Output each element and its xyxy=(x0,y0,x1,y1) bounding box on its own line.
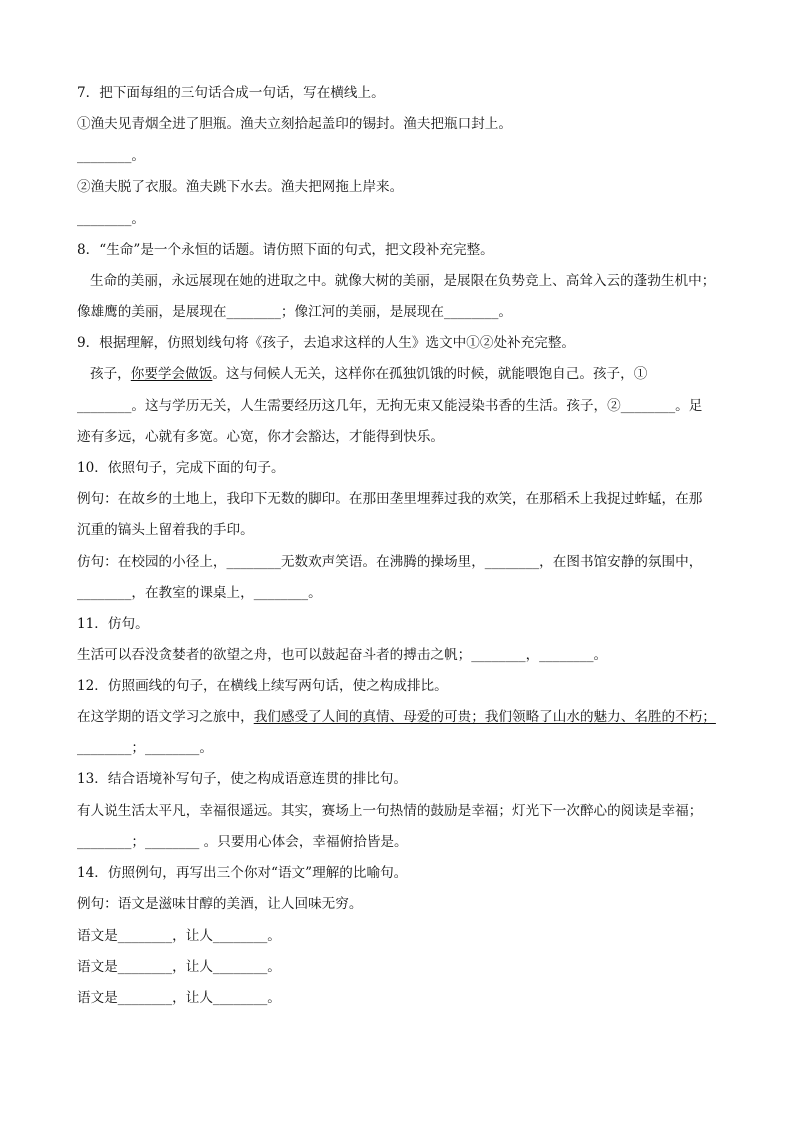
q11-title: 11．仿句。 xyxy=(77,616,149,632)
q14-title: 14．仿照例句，再写出三个你对“语文”理解的比喻句。 xyxy=(77,865,408,881)
q14-answer-1: 语文是________，让人________。 xyxy=(77,928,281,944)
q12-line-2: ________；________。 xyxy=(77,740,213,756)
q14-answer-2: 语文是________，让人________。 xyxy=(77,959,281,975)
q9-line-2: ________。这与学历无关，人生需要经历这几年，无拘无束又能浸染书香的生活。孩子，②________。足 xyxy=(77,398,703,414)
q10-example-2: 沉重的镐头上留着我的手印。 xyxy=(77,522,254,538)
q7-sentence-2: ②渔夫脱了衣服。渔夫跳下水去。渔夫把网拖上岸来。 xyxy=(77,179,404,195)
q9-line-1-end: 。这与伺候人无关，这样你在孤独饥饿的时候，就能喂饱自己。孩子，① xyxy=(212,366,648,382)
q8-title: 8．“生命”是一个永恒的话题。请仿照下面的句式，把文段补充完整。 xyxy=(77,242,494,258)
q13-line-2: ________；________ 。只要用心体会，幸福俯拾皆是。 xyxy=(77,834,408,850)
q9-underlined-sentence: 你要学会做饭 xyxy=(130,366,213,382)
q13-line-1: 有人说生活太平凡，幸福很遥远。其实，赛场上一句热情的鼓励是幸福；灯光下一次醉心的阅读是幸福； xyxy=(77,803,703,819)
q14-answer-3: 语文是________，让人________。 xyxy=(77,990,281,1006)
q12-underlined-sentence: 我们感受了人间的真情、母爱的可贵；我们领略了山水的魅力、名胜的不朽； xyxy=(253,709,716,725)
q10-example-1: 例句：在故乡的土地上，我印下无数的脚印。在那田垄里埋葬过我的欢笑，在那稻禾上我捉过蚱蜢，在那 xyxy=(77,491,703,507)
q10-title: 10．依照句子，完成下面的句子。 xyxy=(77,460,285,476)
q14-example: 例句：语文是滋味甘醇的美酒，让人回味无穷。 xyxy=(77,896,363,912)
q12-title: 12．仿照画线的句子，在横线上续写两句话，使之构成排比。 xyxy=(77,678,448,694)
q11-line-1: 生活可以吞没贪婪者的欲望之舟，也可以鼓起奋斗者的搏击之帆；________，________。 xyxy=(77,647,608,663)
q12-line-1-start: 在这学期的语文学习之旅中， xyxy=(77,709,254,725)
q7-answer-2: ________。 xyxy=(77,211,145,227)
q7-title: 7．把下面每组的三句话合成一句话，写在横线上。 xyxy=(77,85,385,101)
q10-imitation-2: ________，在教室的课桌上，________。 xyxy=(77,585,322,601)
q13-title: 13．结合语境补写句子，使之构成语意连贯的排比句。 xyxy=(77,771,407,787)
q9-line-3: 迹有多远，心就有多宽。心宽，你才会豁达，才能得到快乐。 xyxy=(77,429,445,445)
q8-line-1: 生命的美丽，永远展现在她的进取之中。就像大树的美丽，是展限在负势竞上、高耸入云的蓬勃生机中； xyxy=(90,273,716,289)
q8-line-2: 像雄鹰的美丽，是展现在________；像江河的美丽，是展现在________。 xyxy=(77,304,512,320)
q12-line-1 xyxy=(77,708,716,726)
q9-title: 9．根据理解，仿照划线句将《孩子，去追求这样的人生》选文中①②处补充完整。 xyxy=(77,335,576,351)
q9-line-1 xyxy=(90,365,647,383)
q7-answer-1: ________。 xyxy=(77,148,145,164)
q7-sentence-1: ①渔夫见青烟全进了胆瓶。渔夫立刻拾起盖印的锡封。渔夫把瓶口封上。 xyxy=(77,116,512,132)
q10-imitation-1: 仿句：在校园的小径上，________无数欢声笑语。在沸腾的操场里，________，在图书馆安静的氛围中， xyxy=(77,554,703,570)
q9-line-1-start: 孩子， xyxy=(90,366,131,382)
